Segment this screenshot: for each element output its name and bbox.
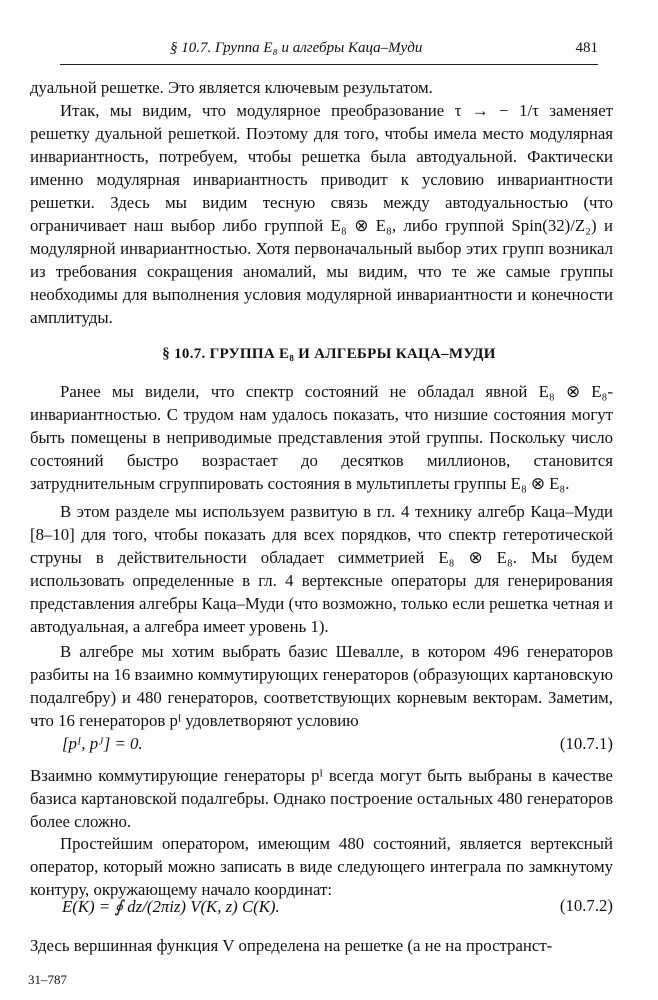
equation-10-7-2 bbox=[62, 896, 613, 922]
equation-expr: [pᴵ, pᴶ] = 0. bbox=[62, 734, 143, 753]
paragraph-8: Здесь вершинная функция V определена на решетке (а не на пространст- bbox=[30, 936, 553, 955]
page-number: 481 bbox=[575, 40, 598, 56]
equation-number: (10.7.1) bbox=[559, 734, 613, 753]
section-heading: § 10.7. ГРУППА E₈ И АЛГЕБРЫ КАЦА–МУДИ bbox=[162, 346, 496, 362]
signature-mark: 31–787 bbox=[28, 972, 67, 987]
paragraph-6: Взаимно коммутирующие генераторы pᴵ всегда могут быть выбраны в качестве базиса картановской подалгебры. Однако построение остальных 480 генераторов более сложно. bbox=[30, 766, 613, 831]
paragraph-3: Ранее мы видели, что спектр состояний не обладал явной E₈ ⊗ E₈-инвариантностью. С трудом нам удалось показать, что низшие состояния могут быть помещены в неприводимые представления этой группы. Поскольку число состояний быстро возрастает до десятков миллионов, становится затруднительным сгруппировать состояния в мультиплеты группы E₈ ⊗ E₈. bbox=[30, 382, 613, 493]
paragraph-7: Простейшим оператором, имеющим 480 состояний, является вертексный оператор, который можно записать в виде следующего интеграла по замкнутому контуру, окружающему начало координат: bbox=[30, 834, 613, 899]
paragraph-5: В алгебре мы хотим выбрать базис Шевалле, в котором 496 генераторов разбиты на 16 взаимно коммутирующих генераторов (образующих картановскую подалгебру) и 480 генераторов, соответствующих корневым векторам. Заметим, что 16 генераторов pᴵ удовлетворяют условию bbox=[30, 642, 613, 730]
equation-10-7-1 bbox=[62, 734, 613, 760]
equation-number: (10.7.2) bbox=[559, 896, 613, 915]
paragraph-4: В этом разделе мы используем развитую в гл. 4 технику алгебр Каца–Муди [8–10] для того, чтобы показать для всех порядков, что спектр гетеротической струны в действительности обладает симметрией E₈ ⊗ E₈. Мы будем использовать определенные в гл. 4 вертексные операторы для генерирования представления алгебры Каца–Муди (что возможно, только если решетка четная и автодуальная, а алгебра имеет уровень 1). bbox=[30, 502, 613, 636]
paragraph-1: дуальной решетке. Это является ключевым результатом. bbox=[30, 78, 433, 97]
running-title: § 10.7. Группа E₈ и алгебры Каца–Муди bbox=[170, 40, 423, 56]
paragraph-2: Итак, мы видим, что модулярное преобразование τ → − 1/τ заменяет решетку дуальной решеткой. Поэтому для того, чтобы имела место модулярная инвариантность, потребуем, чтобы решетка была автодуальной. Фактически именно модулярная инвариантность приводит к условию инвариантности решетки. Здесь мы видим тесную связь между автодуальностью (что ограничивает наш выбор либо группой E₈ ⊗ E₈, либо группой Spin(32)/Z₂) и модулярной инвариантностью. Хотя первоначальный выбор этих групп возникал из требования сокращения аномалий, мы видим, что те же самые группы необходимы для выполнения условия модулярной инвариантности и конечности амплитуды. bbox=[30, 101, 613, 327]
header-rule bbox=[60, 64, 598, 65]
equation-expr: E(K) = ∮ dz/(2πiz) V(K, z) C(K). bbox=[62, 897, 280, 916]
page-header bbox=[60, 40, 598, 64]
